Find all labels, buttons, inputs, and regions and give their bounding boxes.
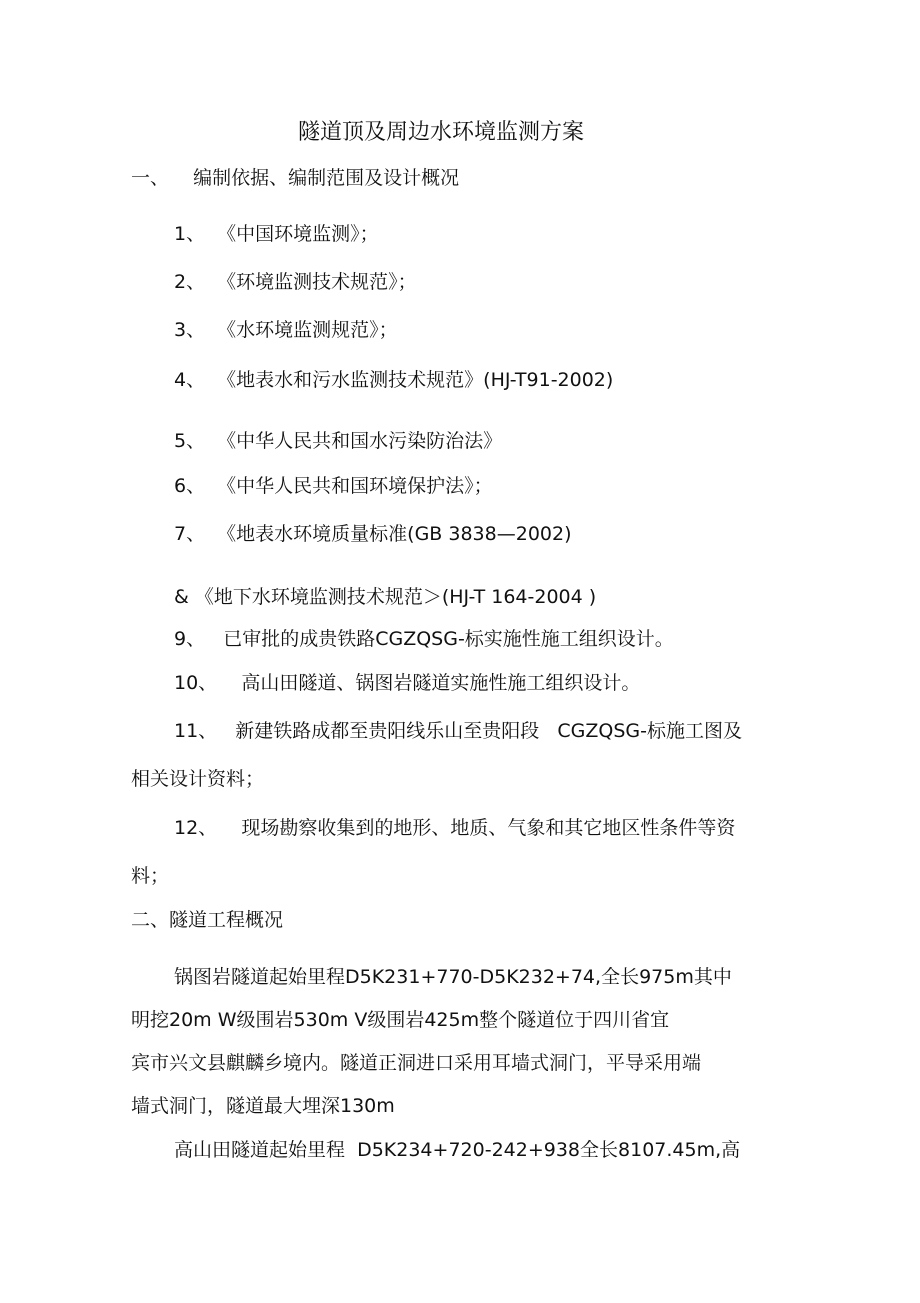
reference-item: 7、 《地表水环境质量标准(GB 3838—2002) <box>174 523 572 545</box>
paragraph-line: 宾市兴文县麒麟乡境内。隧道正洞进口采用耳墙式洞门，平导采用端 <box>131 1052 702 1074</box>
paragraph-line: 锅图岩隧道起始里程D5K231+770-D5K232+74,全长975m其中 <box>174 966 732 988</box>
paragraph-line: 墙式洞门，隧道最大埋深130m <box>131 1095 395 1117</box>
reference-item: 2、 《环境监测技术规范》； <box>174 271 417 293</box>
reference-item: 12、 现场勘察收集到的地形、地质、气象和其它地区性条件等资 <box>174 817 736 839</box>
paragraph-line: 高山田隧道起始里程 D5K234+720-242+938全长8107.45m,高 <box>174 1139 741 1161</box>
reference-item: 1、 《中国环境监测》； <box>174 223 379 245</box>
section-heading-2: 二、隧道工程概况 <box>131 909 284 931</box>
reference-item: 3、 《水环境监测规范》； <box>174 319 398 341</box>
reference-item: 4、 《地表水和污水监测技术规范》(HJ-T91-2002) <box>174 369 614 391</box>
reference-item: 10、 高山田隧道、锅图岩隧道实施性施工组织设计。 <box>174 672 641 694</box>
reference-item: & 《地下水环境监测技术规范＞(HJ-T 164-2004 ) <box>174 586 597 608</box>
reference-item: 9、 已审批的成贵铁路CGZQSG-标实施性施工组织设计。 <box>174 628 674 650</box>
page-title: 隧道顶及周边水环境监测方案 <box>298 120 585 145</box>
reference-item: 6、 《中华人民共和国环境保护法》； <box>174 475 493 497</box>
reference-item-continuation: 料； <box>131 865 170 887</box>
section-heading-1: 一、 编制依据、编制范围及设计概况 <box>131 167 460 189</box>
reference-item: 11、 新建铁路成都至贵阳线乐山至贵阳段 CGZQSG-标施工图及 <box>174 720 743 742</box>
paragraph-line: 明挖20m W级围岩530m V级围岩425m整个隧道位于四川省宜 <box>131 1009 670 1031</box>
reference-item: 5、 《中华人民共和国水污染防治法》 <box>174 430 503 452</box>
reference-item-continuation: 相关设计资料； <box>131 768 265 790</box>
